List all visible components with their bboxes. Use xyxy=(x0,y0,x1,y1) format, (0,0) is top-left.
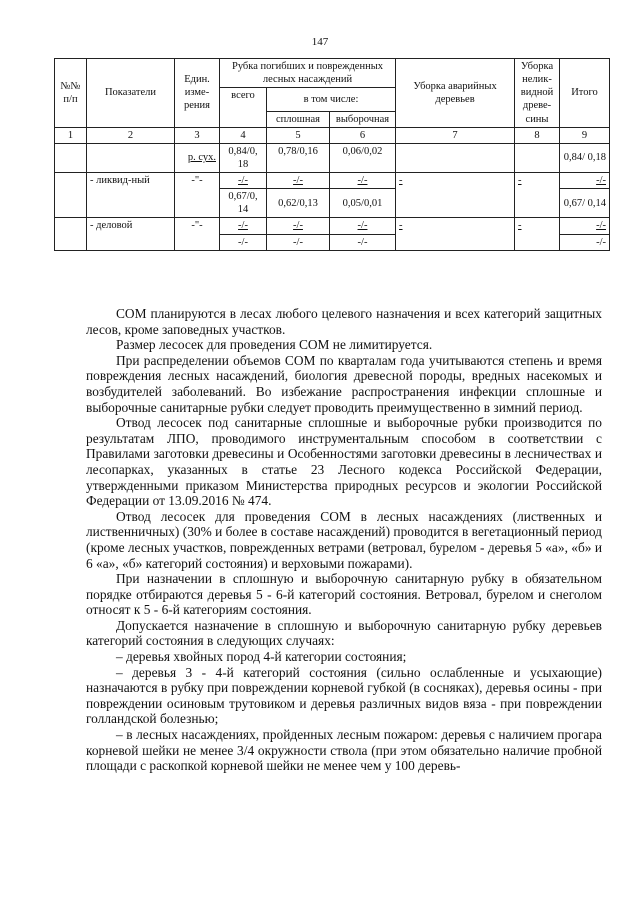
row-indicator: - ликвид-ный xyxy=(87,173,175,218)
row-illiquid xyxy=(515,143,560,172)
header-including: в том числе: xyxy=(267,88,396,111)
row-clear-b: -/- xyxy=(267,234,330,250)
paragraph: Отвод лесосек под санитарные сплошные и выборочные рубки производится по результатам ЛПО, проводимого инструментальным способом в соответствии с Правилами заготовки древесины и Особенностями заготовки древесины в лесничествах и лесопарках, указанных в статье 23 Лесного кодекса Российской Федерации, утвержденными приказом Министерства природных ресурсов и экологии Российской Федерации от 13.09.2016 № 474. xyxy=(86,415,602,509)
table-row xyxy=(55,218,610,234)
row-emergency xyxy=(396,143,515,172)
header-unit: Един. изме-рения xyxy=(175,59,220,128)
row-selective-a: -/- xyxy=(330,173,396,189)
row-clear-b: 0,62/0,13 xyxy=(267,189,330,218)
col-number: 7 xyxy=(396,127,515,143)
row-total-b: 0,67/0, 14 xyxy=(220,189,267,218)
row-itogo-a: -/- xyxy=(560,218,610,234)
col-number: 5 xyxy=(267,127,330,143)
row-itogo: 0,84/ 0,18 xyxy=(560,143,610,172)
col-number: 2 xyxy=(87,127,175,143)
header-selective: выборочная xyxy=(330,111,396,127)
header-illiquid: Уборка нелик-видной древе-сины xyxy=(515,59,560,128)
paragraph: СОМ планируются в лесах любого целевого назначения и всех категорий защитных лесов, кроме заповедных участков. xyxy=(86,306,602,337)
row-illiquid: - xyxy=(515,218,560,250)
page-number: 147 xyxy=(311,36,329,48)
row-itogo-b: -/- xyxy=(560,234,610,250)
col-number: 6 xyxy=(330,127,396,143)
paragraph: Отвод лесосек для проведения СОМ в лесных насаждениях (лиственных и лиственничных) (30% и более в составе насаждений) проводится в вегетационный период (кроме лесных участков, поврежденных ветрами (ветровал, бурелом - деревья 5 «а», «б» и 6 «а», «б» категорий состояния) и верховыми пожарами). xyxy=(86,508,602,571)
paragraph: При назначении в сплошную и выборочную санитарную рубку в обязательном порядке отбираются деревья 5 - 6-й категорий состояния. Ветровал, бурелом и снеголом относят к 5 - 6-й категориям состояния. xyxy=(86,571,602,618)
row-itogo-b: 0,67/ 0,14 xyxy=(560,189,610,218)
row-clear: 0,78/0,16 xyxy=(267,143,330,172)
col-number: 4 xyxy=(220,127,267,143)
header-indicators: Показатели xyxy=(87,59,175,128)
row-unit: -"- xyxy=(175,218,220,250)
col-number: 8 xyxy=(515,127,560,143)
row-total-a: -/- xyxy=(220,173,267,189)
row-illiquid: - xyxy=(515,173,560,218)
row-selective-b: 0,05/0,01 xyxy=(330,189,396,218)
row-clear-a: -/- xyxy=(267,173,330,189)
header-num: №№ п/п xyxy=(55,59,87,128)
table-row xyxy=(55,143,610,172)
list-item: – деревья хвойных пород 4-й категории состояния; xyxy=(116,649,407,665)
row-indicator: - деловой xyxy=(87,218,175,250)
header-clear: сплошная xyxy=(267,111,330,127)
row-selective-b: -/- xyxy=(330,234,396,250)
row-itogo-a: -/- xyxy=(560,173,610,189)
row-emergency: - xyxy=(396,173,515,218)
header-felling-group: Рубка погибших и поврежденных лесных насаждений xyxy=(220,59,396,88)
col-number: 9 xyxy=(560,127,610,143)
row-indicator xyxy=(87,143,175,172)
col-number: 1 xyxy=(55,127,87,143)
paragraph: При распределении объемов СОМ по кварталам года учитываются степень и время повреждения лесных насаждений, биология древесной породы, вредных насекомых и возбудителей заболеваний. Во избежание распространения инфекции сплошные и выборочные санитарные рубки следует проводить преимущественно в зимний период. xyxy=(86,352,602,415)
row-unit: р. сух. xyxy=(175,143,220,172)
list-item: – деревья 3 - 4-й категорий состояния (сильно ослабленные и усыхающие) назначаются в рубку при повреждении корневой губкой (в сосняках), деревья осины - при повреждении осиновым трутовиком и деревья различных видов вяза - при повреждении голландской болезнью; xyxy=(86,664,602,727)
row-total-b: -/- xyxy=(220,234,267,250)
body-text xyxy=(86,306,602,774)
felling-volume-table xyxy=(54,58,610,251)
column-numbers-row xyxy=(55,127,610,143)
header-row xyxy=(55,59,610,88)
paragraph: Размер лесосек для проведения СОМ не лимитируется. xyxy=(116,337,433,353)
list-item: – в лесных насаждениях, пройденных лесным пожаром: деревья с наличием прогара корневой шейки не менее 3/4 окружности ствола (при этом обязательно наличие пробной площади с раскопкой корневой шейки не менее чем у 100 деревь- xyxy=(86,727,602,774)
paragraph: Допускается назначение в сплошную и выборочную санитарную рубку деревьев категорий состояния в следующих случаях: xyxy=(86,617,602,649)
header-total: всего xyxy=(220,88,267,127)
header-emergency: Уборка аварийных деревьев xyxy=(396,59,515,128)
table-row xyxy=(55,173,610,189)
row-clear-a: -/- xyxy=(267,218,330,234)
row-unit: -"- xyxy=(175,173,220,218)
row-total-a: -/- xyxy=(220,218,267,234)
row-selective-a: -/- xyxy=(330,218,396,234)
col-number: 3 xyxy=(175,127,220,143)
row-total: 0,84/0, 18 xyxy=(220,143,267,172)
row-emergency: - xyxy=(396,218,515,250)
header-itogo: Итого xyxy=(560,59,610,128)
row-selective: 0,06/0,02 xyxy=(330,143,396,172)
